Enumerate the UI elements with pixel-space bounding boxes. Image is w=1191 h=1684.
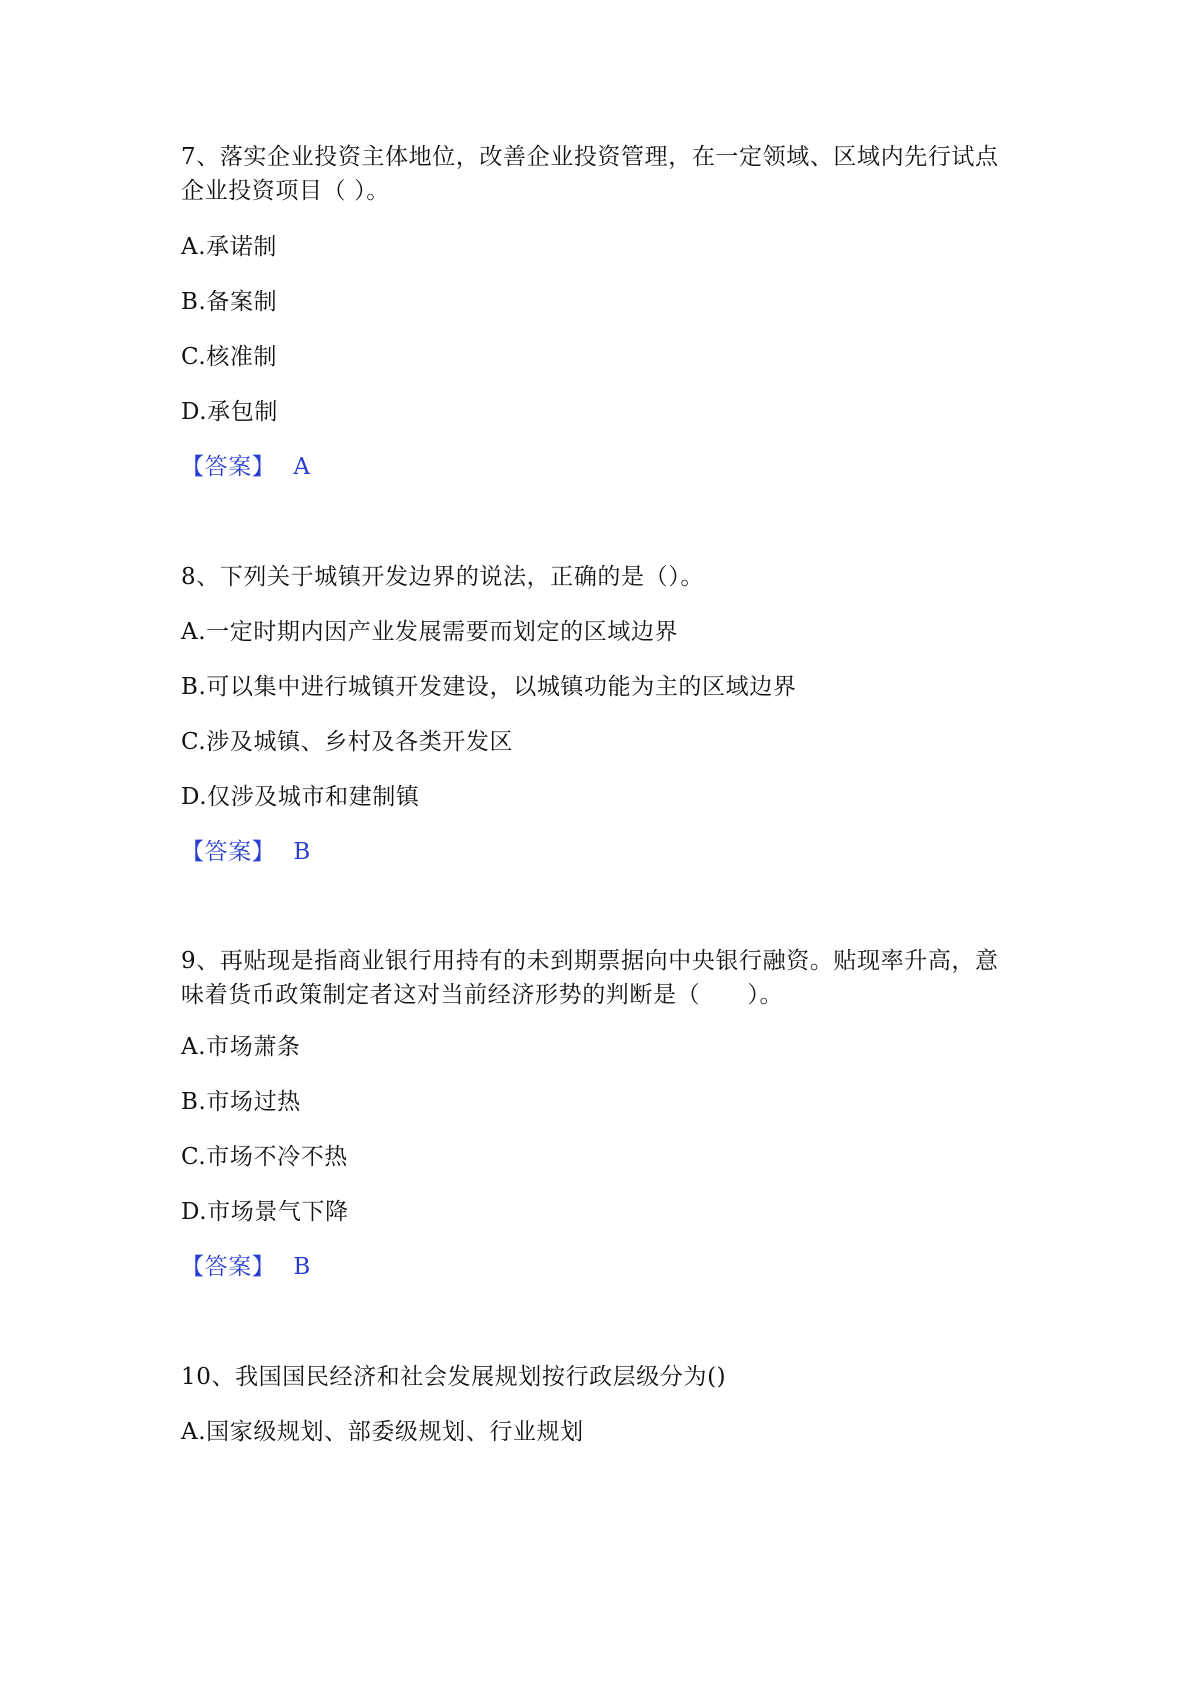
q9-option-d: D.市场景气下降 [181,1199,349,1225]
q7-answer-label: 【答案】 [181,454,276,480]
q8-option-d: D.仅涉及城市和建制镇 [181,784,420,810]
q8-option-b: B.可以集中进行城镇开发建设，以城镇功能为主的区域边界 [181,674,797,700]
q7-option-b: B.备案制 [181,289,278,315]
q7-stem-line-2: 企业投资项目（ ）。 [181,178,390,204]
q9-answer-label: 【答案】 [181,1254,276,1280]
q8-answer [181,837,311,867]
q7-option-a: A.承诺制 [181,234,277,260]
q9-stem-line-2: 味着货币政策制定者这对当前经济形势的判断是（ ）。 [181,982,784,1008]
q7-answer-value: A [293,454,311,480]
q8-answer-label: 【答案】 [181,839,276,865]
q9-option-b: B.市场过热 [181,1089,301,1115]
q7-stem-line-1: 7、落实企业投资主体地位，改善企业投资管理，在一定领域、区域内先行试点 [181,144,999,170]
q9-answer [181,1252,311,1282]
q10-stem-line-1: 10、我国国民经济和社会发展规划按行政层级分为() [181,1364,727,1390]
q7-option-c: C.核准制 [181,344,278,370]
q7-option-d: D.承包制 [181,399,278,425]
q9-option-a: A.市场萧条 [181,1034,301,1060]
q10-option-a: A.国家级规划、部委级规划、行业规划 [181,1419,584,1445]
q8-stem-line-1: 8、下列关于城镇开发边界的说法，正确的是（）。 [181,564,704,590]
q8-option-a: A.一定时期内因产业发展需要而划定的区域边界 [181,619,679,645]
q8-option-c: C.涉及城镇、乡村及各类开发区 [181,729,514,755]
q9-option-c: C.市场不冷不热 [181,1144,348,1170]
q9-answer-value: B [293,1254,311,1280]
q8-answer-value: B [293,839,311,865]
q7-answer [181,452,311,482]
q9-stem-line-1: 9、再贴现是指商业银行用持有的未到期票据向中央银行融资。贴现率升高，意 [181,948,999,974]
